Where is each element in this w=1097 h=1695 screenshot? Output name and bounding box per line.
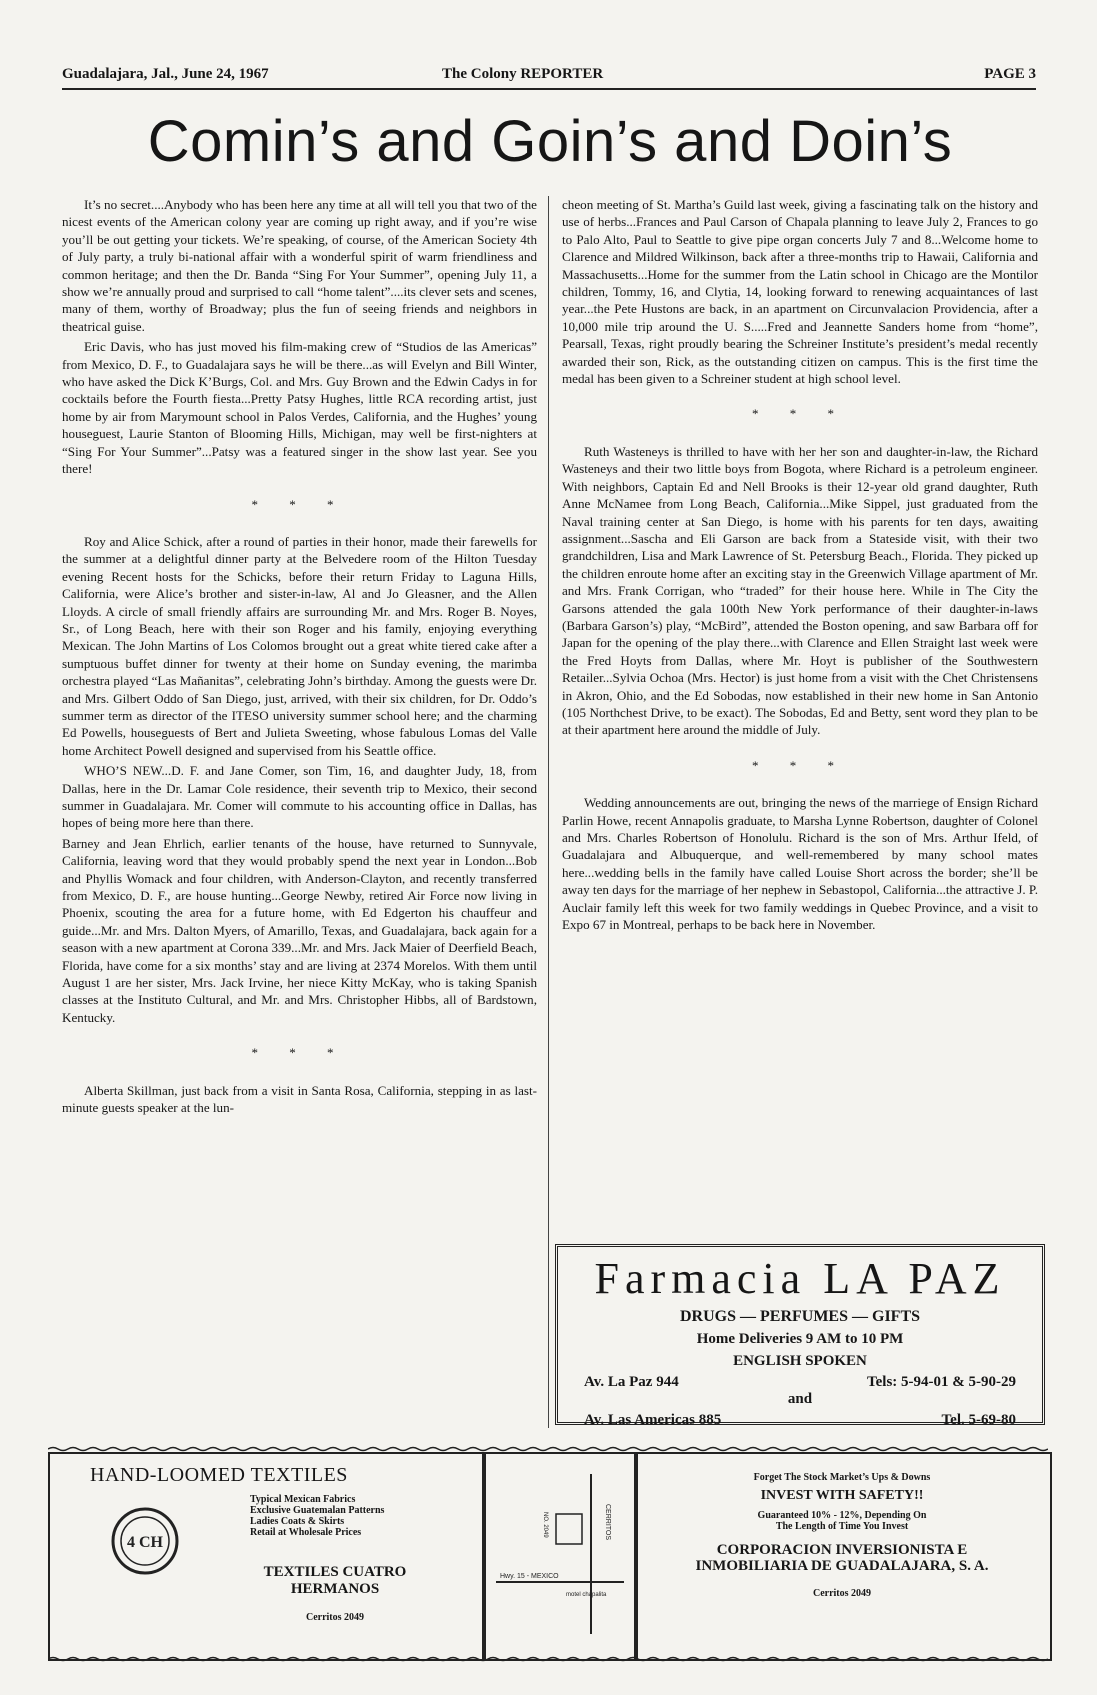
section-separator: * * *	[251, 1045, 348, 1061]
paragraph: Wedding announcements are out, bringing the news of the marriege of Ensign Richard Parlin Howe, recent Annapolis graduate, to Marsha Lynne Robertson, daughter of Colonel and Mrs. Charles Robertson of Honolulu. Richard is the son of Mrs. Arthur Ifeld, of Guadalajara and Albuquerque, and well-remembered by many school mates here...wedding bells in the family have called Louise Short across the border; she’ll be away ten days for the marriage of her nephew in Sebastopol, California...the attractive J. P. Auclair family left this week for two family weddings in Quebec Province, and a visit to Expo 67 in Montreal, perhaps to be back here in November.	[562, 795, 1038, 933]
paragraph: cheon meeting of St. Martha’s Guild last week, giving a fascinating talk on the history and use of herbs...Frances and Paul Carson of Chapala planning to leave July 2, Frances to go to Palo Alto, Paul to Seattle to give pipe organ concerts July 7 and 8...Welcome home to Clarence and Mildred Wilkinson, back after a three-months trip to Hawaii, California and Massachusetts...Home for the summer from the Latin school in Chicago are the Montilor children, Tommy, 16, and Clytia, 14, looking forward to renewing acquaintances of last year...the Pete Hustons are back, in an apartment on Circunvalacion Providencia, after a 10,000 mile trip around the U. S.....Fred and Jeannette Sanders home from “home”, Pearsall, Texas, right proudly bearing the Schreiner Institute’s president’s medal recently awarded their son, Rick, as the outstanding citizen on campus. This is the first time the medal has been given to a Schreiner student at high school level.	[562, 197, 1038, 387]
section-separator: * * *	[251, 496, 348, 512]
map-place: motel chapalita	[566, 1592, 607, 1598]
textiles-line: Ladies Coats & Skirts	[250, 1516, 345, 1527]
farmacia-row-2	[558, 1412, 1042, 1429]
paragraph: Ruth Wasteneys is thrilled to have with her her son and daughter-in-law, the Richard Wasteneys and their two little boys from Bogota, where Richard is a petroleum engineer. With neighbors, Captain Ed and Nell Brooks is their 12-year old grand daughter, Ruth Anne McNamee from Long Beach, California...Mike Sippel, just graduated from the Naval training center at San Diego, is home with his parents for ten days, awaiting assignment...Sascha and Eli Garson are back from a Stateside visit, with their two grandchildren, Lisa and Mark Lawrence of St. Petersburg Beach., Florida. They picked up the children enroute home after an exciting stay in the Greenwich Village apartment of Mr. and Mrs. Frank Corrigan, who “traded” for their house here. While in The City the Garsons attended the gala 100th New York performance of their daughter-in-laws (Barbara Garson’s) play, “McBird”, attended the Boston opening, and saw Barbara off for Japan for the opening of the play there...with Clarence and Ellen Straight last week were the Fred Hoyts from Dallas, where Mr. Hoyt is publisher of the Southwestern Retailer...Sylvia Ochoa (Mrs. Hector) is just home from a visit with the Chet Christensens in Akron, Ohio, and the Ed Sobodas, now established in their new home in San Antonio (105 Northchest Drive, to be exact). The Sobodas, Ed and Betty, sent word they plan to be at their apartment here around the middle of July.	[562, 443, 1038, 738]
section-separator: * * *	[752, 757, 848, 773]
farmacia-address-2: Av. Las Americas 885	[584, 1412, 722, 1428]
textiles-address: Cerritos 2049	[305, 1612, 365, 1623]
textiles-ad	[50, 1454, 480, 1659]
paragraph: It’s no secret....Anybody who has been here any time at all will tell you that two of the nicest events of the American colony year are coming up right away, and if you’re wise you’ll be out getting your tickets. We’re speaking, of course, of the American Society 4th of July party, a truly bi-national affair with a wonderful spirit of warm friendliness and common heritage; and then the Dr. Banda “Sing For Your Summer”, opening July 11, a show we’re annually proud and surprised to call “home talent”....its clever sets and scenes, many of them, worthy of Broadway; plus the fun of seeing friends and neighbors in theatrical guise.	[62, 197, 537, 334]
invest-terms-line-2: The Length of Time You Invest	[775, 1521, 909, 1532]
invest-address: Cerritos 2049	[812, 1588, 872, 1599]
textiles-company	[250, 1564, 420, 1598]
header-rule	[62, 88, 1036, 90]
farmacia-hours: Home Deliveries 9 AM to 10 PM	[696, 1331, 904, 1347]
textiles-line: Typical Mexican Fabrics	[250, 1494, 356, 1505]
section-separator: * * *	[752, 406, 848, 422]
paragraph: Alberta Skillman, just back from a visit in Santa Rosa, California, stepping in as last-minute guests speaker at the lun-	[62, 1082, 537, 1116]
masthead	[62, 66, 1036, 88]
map-cross-street: CERRITOS	[604, 1504, 611, 1541]
map-icon	[496, 1474, 624, 1634]
page-title: Comin’s and Goin’s and Doin’s	[147, 109, 953, 174]
farmacia-products: DRUGS — PERFUMES — GIFTS	[679, 1308, 921, 1325]
invest-terms-line-1: Guaranteed 10% - 12%, Depending On	[757, 1510, 927, 1521]
dateline: Guadalajara, Jal., June 24, 1967	[62, 66, 269, 82]
map-road: Hwy. 15 - MEXICO	[500, 1573, 559, 1580]
farmacia-tel-1: Tels: 5-94-01 & 5-90-29	[866, 1374, 1016, 1390]
textiles-title: HAND-LOOMED TEXTILES	[90, 1464, 348, 1486]
textiles-company-line-1: TEXTILES CUATRO	[263, 1564, 407, 1580]
column-right	[562, 196, 1038, 936]
textiles-company-line-2: HERMANOS	[290, 1581, 380, 1597]
farmacia-address-1: Av. La Paz 944	[584, 1374, 679, 1390]
page-number: PAGE 3	[984, 66, 1036, 82]
paper-name: The Colony REPORTER	[442, 66, 604, 82]
farmacia-ad	[555, 1244, 1045, 1428]
invest-company-line-1: CORPORACION INVERSIONISTA E	[716, 1542, 968, 1558]
column-divider	[548, 196, 549, 1428]
bottom-ad-strip	[48, 1452, 1052, 1661]
invest-ad	[634, 1454, 1050, 1659]
invest-company-line-2: INMOBILIARIA DE GUADALAJARA, S. A.	[695, 1558, 989, 1574]
paragraph: WHO’S NEW...D. F. and Jane Comer, son Tim, 16, and daughter Judy, 18, from Dallas, here in the Dr. Lamar Cole residence, their seventh trip to Mexico, their second summer in Guadalajara. Mr. Comer will commute to his accounting office in Dallas, has hopes of being more here than there.	[62, 763, 537, 831]
paragraph: Eric Davis, who has just moved his film-making crew of “Studios de las Americas” from Mexico, D. F., to Guadalajara says he will be there...as will Evelyn and Bill Winter, who have asked the Dick K’Burgs, Col. and Mrs. Guy Brown and the Edwin Cadys in for cocktails before the Fourth fiesta...Pretty Patsy Hughes, little RCA recording artist, just home by air from Marymount school in Palos Verdes, California, and the Hughes’ young houseguest, Laurie Stanton of Blooming Hills, Michigan, may well be first-nighters at “Sing For Your Summer”...Patsy was a featured singer in the show last year. See you there!	[62, 339, 537, 477]
wavy-border-bottom	[48, 1656, 1048, 1662]
paragraph: Roy and Alice Schick, after a round of parties in their honor, made their farewells for the summer at a delightful dinner party at the Belvedere room of the Hilton Tuesday evening Recent hosts for the Schicks, before their return Friday to Laguna Hills, California, were Alice’s brother and sister-in-law, Al and Jo Gleasner, and the Allen Lloyds. A circle of small friendly affairs are surrounding Mr. and Mrs. Roger B. Noyes, Sr., of Long Beach, here with their son Roger and his family, enjoying everything Mexican. The John Martins of Los Colomos brought out a great white tiered cake after a sumptuous buffet dinner for twenty at their home on Sunday evening, the marimba orchestra played “Las Mañanitas”, celebrating John’s birthday. Among the guests were Dr. and Mrs. Gilbert Oddo of San Diego, just, arrived, with their six children, for Dr. Oddo’s summer term as director of the ITESO university summer school here; and the charming Ed Powells, houseguests of Bert and Julieta Sweeting, whose fabulous Lomas del Valle home Architect Powell designed and supervised from his Seattle office.	[62, 533, 537, 758]
farmacia-and: and	[787, 1391, 813, 1407]
location-map	[482, 1454, 638, 1659]
map-street-number: NO. 2049	[542, 1512, 548, 1538]
farmacia-name: Farmacia LA PAZ	[594, 1254, 1006, 1303]
textiles-logo-icon	[110, 1506, 180, 1576]
invest-terms	[634, 1510, 1050, 1532]
farmacia-row-1	[558, 1374, 1042, 1391]
textiles-line: Retail at Wholesale Prices	[250, 1527, 362, 1538]
invest-headline: INVEST WITH SAFETY!!	[760, 1488, 924, 1503]
textiles-description	[250, 1494, 384, 1538]
textiles-logo-text: 4 CH	[127, 1534, 163, 1551]
paragraph: Barney and Jean Ehrlich, earlier tenants of the house, have returned to Sunnyvale, California, leaving word that they would probably spend the next year in London...Bob and Phyllis Womack and four children, with Anderson-Clayton, and recently transferred from Mexico, D. F., are house hunting...George Newby, retired Air Force now living in Phoenix, scouting the area for a future home, with Ed Edgerton his chauffeur and guide...Mr. and Mrs. Dalton Myers, of Amarillo, Texas, and Guadalajara, back again for a season with a new apartment at Corona 339...Mr. and Mrs. Jack Maier of Deerfield Beach, Florida, have come for a six months’ stay and are living at 2374 Morelos. With them until August 1 are her sister, Mrs. Jack Irvine, her niece Kitty McKay, who is taking Spanish classes at the Instituto Cultural, and Mr. and Mrs. Christopher Hibbs, all of Bardstown, Kentucky.	[62, 835, 537, 1025]
farmacia-language: ENGLISH SPOKEN	[733, 1353, 867, 1369]
textiles-line: Exclusive Guatemalan Patterns	[250, 1505, 385, 1516]
farmacia-tel-2: Tel. 5-69-80	[941, 1412, 1016, 1428]
column-left	[62, 196, 537, 1120]
invest-company	[634, 1542, 1050, 1574]
invest-tagline: Forget The Stock Market’s Ups & Downs	[753, 1472, 931, 1483]
